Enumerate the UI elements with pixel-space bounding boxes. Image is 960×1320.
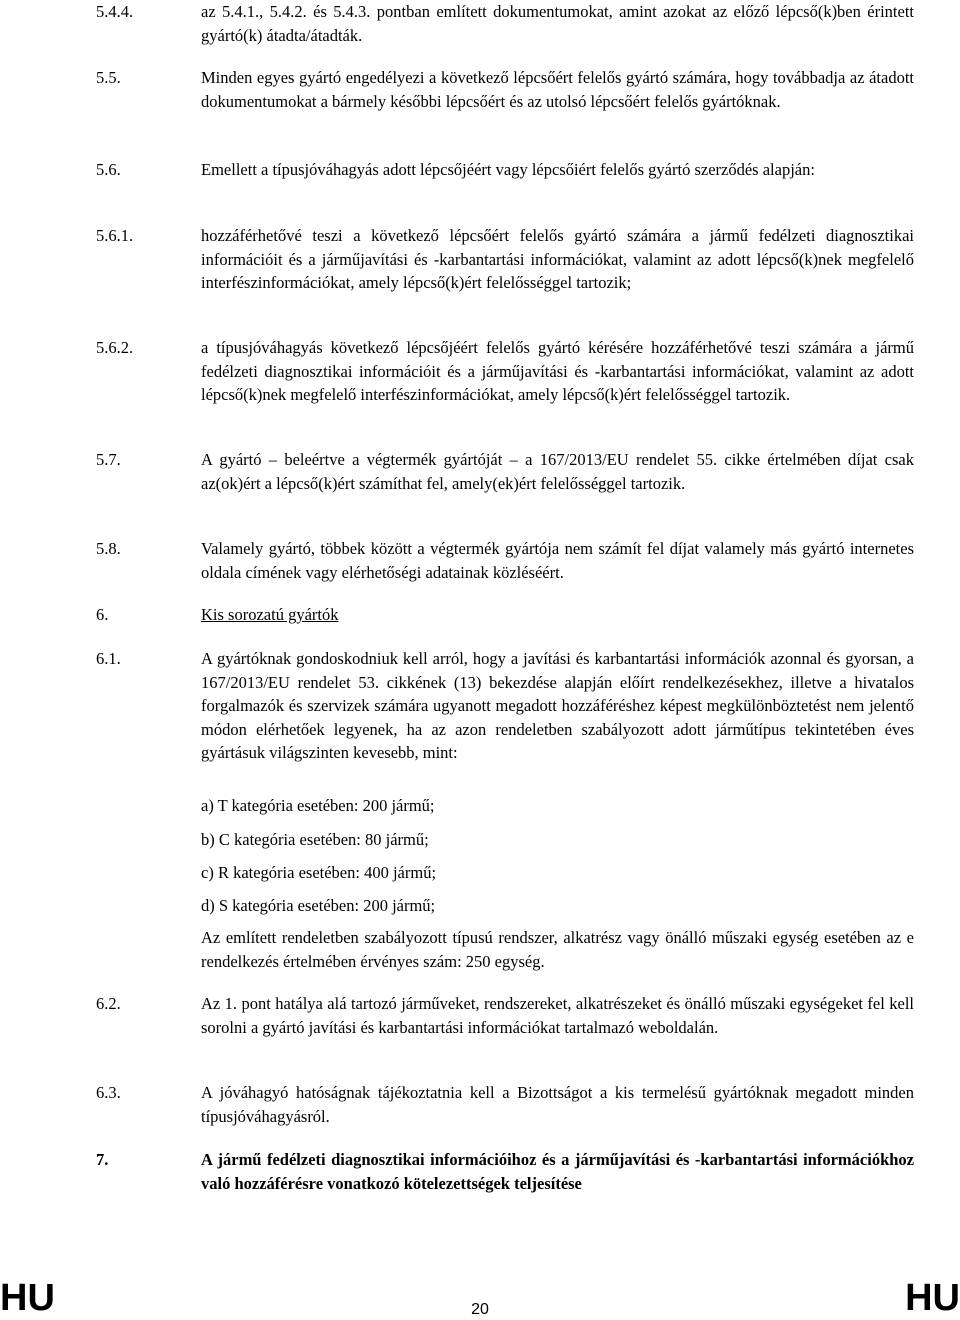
category-list-item: b) C kategória esetében: 80 jármű; [201, 830, 429, 849]
category-note: Az említett rendeletben szabályozott típusú rendszer, alkatrész vagy önálló műszaki egység esetében az e rendelkezés értelmében érvényes szám: 250 egység. [201, 928, 914, 971]
section-number: 5.6. [96, 160, 121, 179]
section-6-2 [96, 992, 914, 1039]
section-text: hozzáférhetővé teszi a következő lépcsőért felelős gyártó számára a jármű fedélzeti diagnosztikai információit és a járműjavítási és -karbantartási információkat, valamint az adott lépcső(k)nek megfelelő interfészinformációkat, amely lépcső(k)ért felelősséggel tartozik; [201, 226, 914, 292]
section-number: 6.2. [96, 994, 121, 1013]
section-6-1 [96, 647, 914, 765]
section-5-7 [96, 448, 914, 495]
section-text: a típusjóváhagyás következő lépcsőjéért felelős gyártó kérésére hozzáférhetővé teszi számára a jármű fedélzeti diagnosztikai információit és a járműjavítási és -karbantartási információkat, valamint az adott lépcső(k)nek megfelelő interfészinformációkat, amely lépcső(k)ért felelősséggel tartozik. [201, 338, 914, 404]
section-number: 5.4.4. [96, 2, 134, 21]
language-code-right: HU [905, 1277, 960, 1319]
category-list-item: a) T kategória esetében: 200 jármű; [201, 796, 435, 815]
category-list-item: c) R kategória esetében: 400 jármű; [201, 863, 437, 882]
page-number: 20 [471, 1301, 489, 1318]
section-text: A jóváhagyó hatóságnak tájékoztatnia kell a Bizottságot a kis termelésű gyártóknak megadott minden típusjóváhagyásról. [201, 1083, 914, 1126]
section-number: 5.5. [96, 68, 121, 87]
section-number: 5.6.1. [96, 226, 134, 245]
section-heading: Kis sorozatú gyártók [201, 605, 339, 624]
section-number: 6.3. [96, 1083, 121, 1102]
section-number: 5.7. [96, 450, 121, 469]
section-number: 6.1. [96, 649, 121, 668]
section-5-6-2 [96, 336, 914, 407]
section-text: Valamely gyártó, többek között a végtermék gyártója nem számít fel díjat valamely más gyártó internetes oldala címének vagy elérhetőségi adatainak közléséért. [201, 539, 914, 582]
section-7-heading [96, 1148, 914, 1195]
section-number: 5.8. [96, 539, 121, 558]
section-heading: A jármű fedélzeti diagnosztikai információihoz és a járműjavítási és -karbantartási információkhoz való hozzáférésre vonatkozó kötelezettségek teljesítése [201, 1150, 914, 1193]
section-5-6 [96, 158, 914, 182]
section-6-heading [96, 603, 914, 627]
section-text: Emellett a típusjóváhagyás adott lépcsőjéért vagy lépcsőiért felelős gyártó szerződés alapján: [201, 160, 815, 179]
section-number: 7. [96, 1150, 109, 1169]
section-text: Minden egyes gyártó engedélyezi a következő lépcsőért felelős gyártó számára, hogy továbbadja az átadott dokumentumokat a bármely későbbi lépcsőért és az utolsó lépcsőért felelős gyártóknak. [201, 68, 914, 111]
section-number: 6. [96, 605, 109, 624]
section-number: 5.6.2. [96, 338, 134, 357]
section-5-6-1 [96, 224, 914, 295]
section-text: A gyártóknak gondoskodniuk kell arról, hogy a javítási és karbantartási információk azonnal és gyorsan, a 167/2013/EU rendelet 53. cikkének (13) bekezdése alapján előírt rendelkezésekhez, illetve a hivatalos forgalmazók és szervizek számára ugyanott megadott hozzáféréshez képest megkülönböztetést nem jelentő módon elérhetőek legyenek, ha az azon rendeletben szabályozott adott járműtípus tekintetében éves gyártásuk világszinten kevesebb, mint: [201, 649, 914, 762]
section-6-3 [96, 1081, 914, 1128]
section-text: Az 1. pont hatálya alá tartozó járműveket, rendszereket, alkatrészeket és önálló műszaki egységeket fel kell sorolni a gyártó javítási és karbantartási információkat tartalmazó weboldalán. [201, 994, 914, 1037]
language-code-left: HU [0, 1277, 55, 1319]
section-text: A gyártó – beleértve a végtermék gyártóját – a 167/2013/EU rendelet 55. cikke értelmében díjat csak az(ok)ért a lépcső(k)ért számíthat fel, amely(ek)ért felelősséggel tartozik. [201, 450, 914, 493]
section-text: az 5.4.1., 5.4.2. és 5.4.3. pontban említett dokumentumokat, amint azokat az előző lépcső(k)ben érintett gyártó(k) átadta/átadták. [201, 2, 914, 45]
section-5-4-4 [96, 0, 914, 47]
section-5-5 [96, 66, 914, 113]
category-list-item: d) S kategória esetében: 200 jármű; [201, 896, 436, 915]
section-5-8 [96, 537, 914, 584]
